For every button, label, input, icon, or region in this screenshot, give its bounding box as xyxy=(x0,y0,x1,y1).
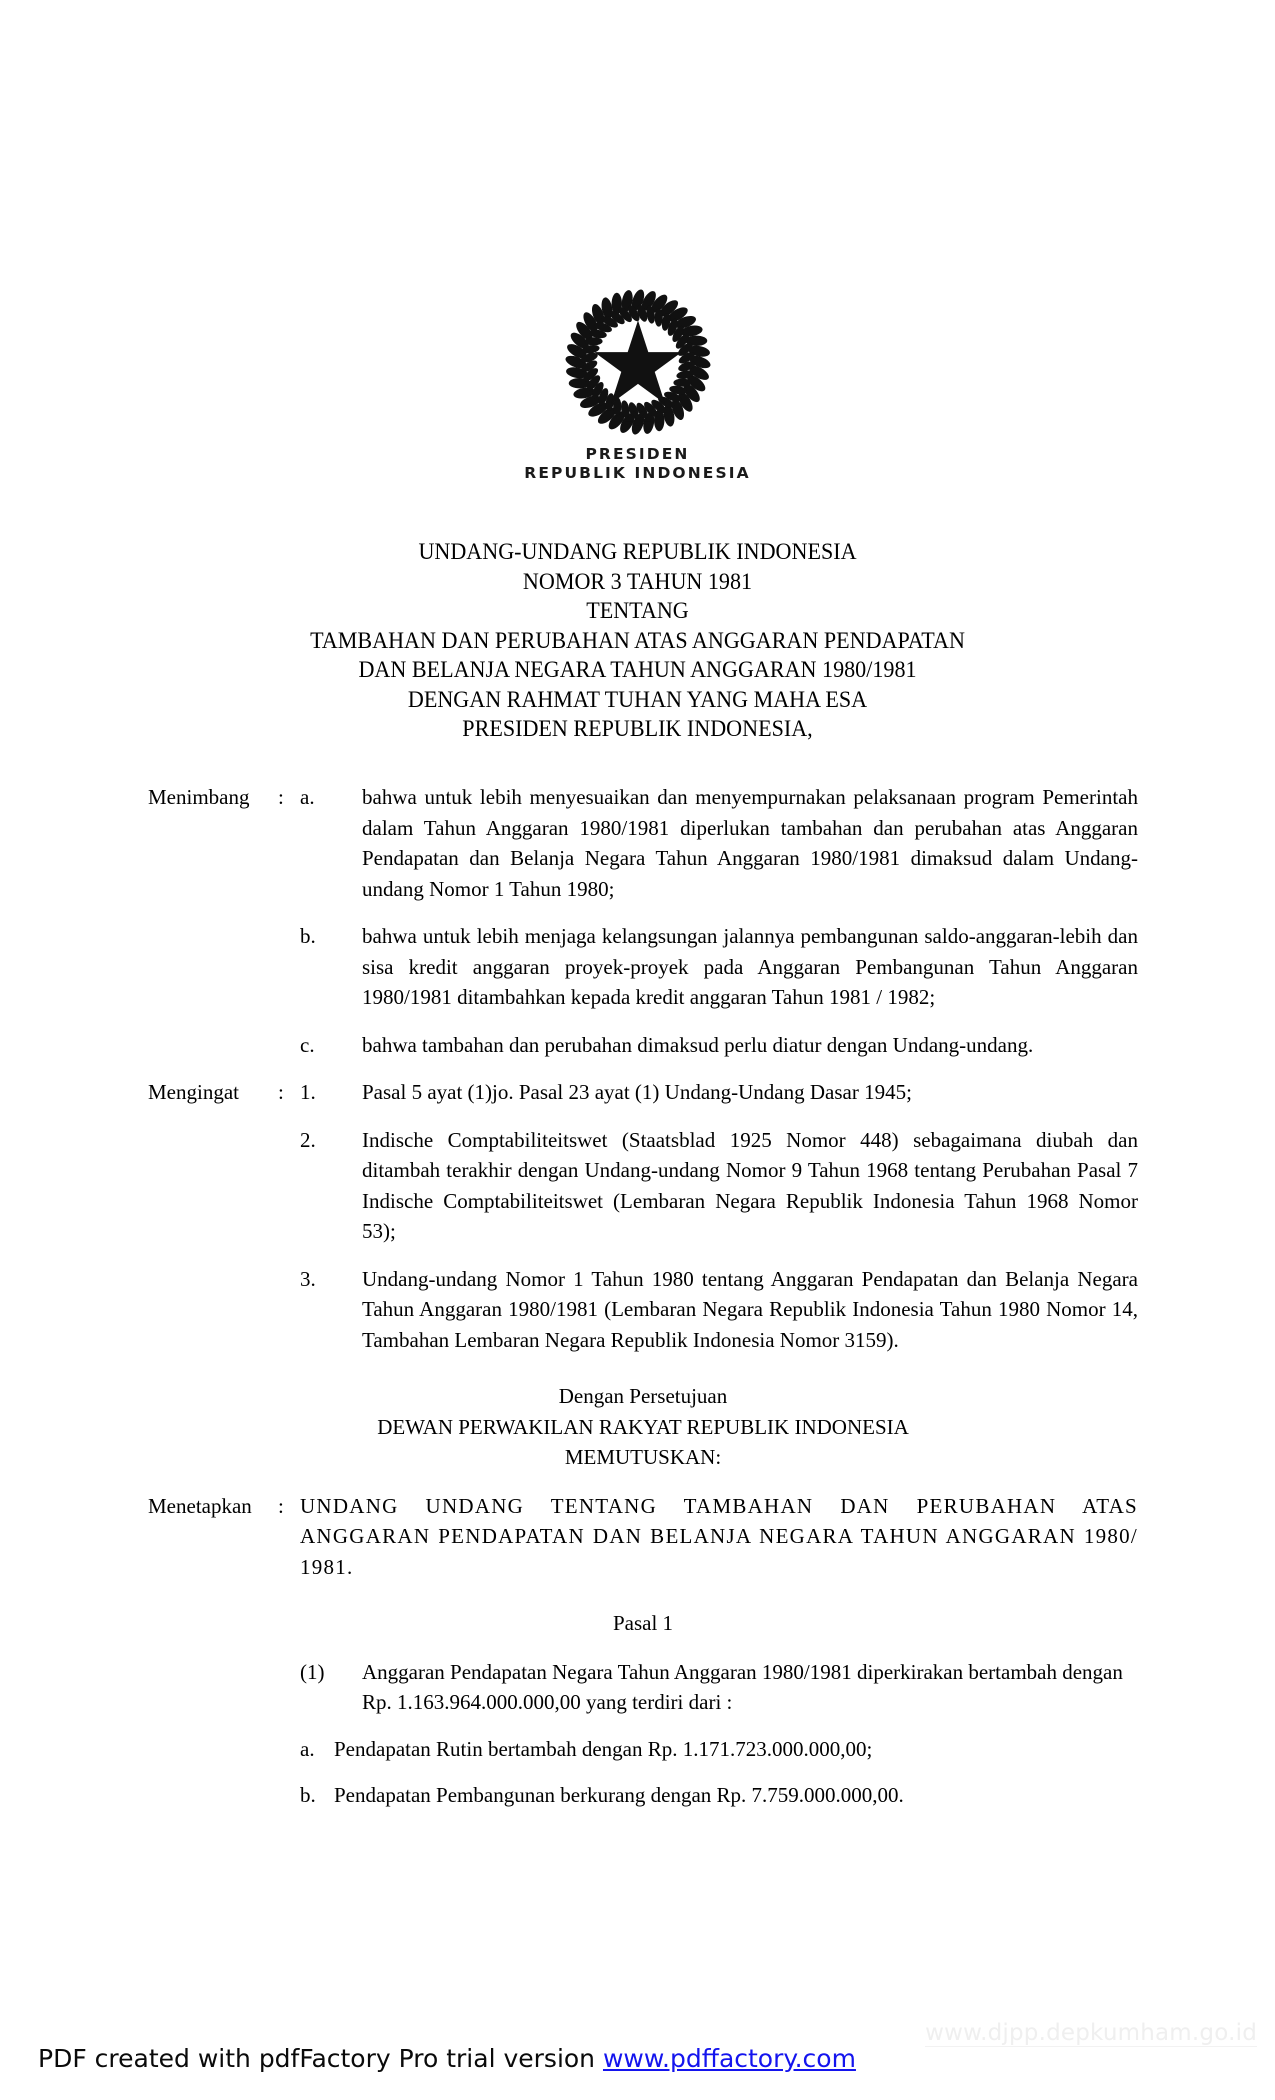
article-colon-spacer xyxy=(278,1657,300,1718)
legal-basis-marker-1: 1. xyxy=(300,1080,316,1104)
pdf-factory-footer-text: PDF created with pdfFactory Pro trial version xyxy=(38,2044,603,2073)
article-sub-item-a xyxy=(300,1734,1138,1765)
approval-line-2: DEWAN PERWAKILAN RAKYAT REPUBLIK INDONESIA xyxy=(377,1414,909,1439)
title-line-2: NOMOR 3 TAHUN 1981 xyxy=(522,568,753,595)
title-line-3: TENTANG xyxy=(586,598,689,624)
considerations-marker-b: b. xyxy=(300,924,316,948)
considerations-label: Menimbang xyxy=(148,785,250,809)
approval-line-1: Dengan Persetujuan xyxy=(558,1384,728,1408)
approval-line-3: MEMUTUSKAN: xyxy=(564,1445,722,1469)
legal-basis-marker-3: 3. xyxy=(300,1266,316,1291)
title-line-5: DAN BELANJA NEGARA TAHUN ANGGARAN 1980/1981 xyxy=(358,657,917,683)
article-sub-marker-a: a. xyxy=(300,1736,315,1761)
title-line-6: DENGAN RAHMAT TUHAN YANG MAHA ESA xyxy=(407,686,868,713)
considerations-item-c xyxy=(148,1030,1138,1061)
considerations-text-b: bahwa untuk lebih menjaga kelangsungan jalannya pembangunan saldo-anggaran-lebih dan sisa kredit anggaran proyek-proyek pada Anggaran Pembangunan Tahun Anggaran 1980/1981 ditambahkan kepada kredit anggaran Tahun 1981 / 1982; xyxy=(362,924,1138,1009)
considerations-text-c: bahwa tambahan dan perubahan dimaksud perlu diatur dengan Undang-undang. xyxy=(362,1032,1034,1057)
considerations-text-a: bahwa untuk lebih menyesuaikan dan menyempurnakan pelaksanaan program Pemerintah dalam Tahun Anggaran 1980/1981 diperlukan tambahan dan perubahan atas Anggaran Pendapatan dan Belanja Negara Tahun Anggaran 1980/1981 dimaksud dalam Undang-undang Nomor 1 Tahun 1980; xyxy=(362,785,1138,901)
enactment-colon: : xyxy=(278,1493,284,1518)
considerations-marker-a: a. xyxy=(300,785,315,809)
legal-basis-colon: : xyxy=(278,1080,284,1104)
emblem-caption xyxy=(0,445,1275,483)
document-title-block xyxy=(38,538,1237,745)
article-sub-marker-b: b. xyxy=(300,1783,316,1807)
article-label-spacer xyxy=(148,1657,278,1718)
title-line-1: UNDANG-UNDANG REPUBLIK INDONESIA xyxy=(418,539,857,565)
pdf-factory-footer xyxy=(38,2044,856,2073)
garuda-star-wreath-icon xyxy=(558,288,718,436)
emblem-caption-line-2: REPUBLIK INDONESIA xyxy=(524,463,751,482)
emblem-image xyxy=(558,288,718,436)
title-line-4: TAMBAHAN DAN PERUBAHAN ATAS ANGGARAN PENDAPATAN xyxy=(310,627,965,654)
enactment-label: Menetapkan xyxy=(148,1493,252,1518)
considerations-item-b xyxy=(148,921,1138,1013)
considerations-item-a xyxy=(148,782,1138,904)
enactment-block xyxy=(148,1491,1138,1583)
presidential-emblem-block xyxy=(0,288,1275,483)
article-sub-text-b: Pendapatan Pembangunan berkurang dengan Rp. 7.759.000.000,00. xyxy=(334,1783,904,1807)
emblem-caption-line-1: PRESIDEN xyxy=(585,445,690,463)
pdf-factory-link[interactable]: www.pdffactory.com xyxy=(602,2044,856,2073)
article-heading: Pasal 1 xyxy=(612,1611,674,1635)
legal-basis-colon-spacer xyxy=(278,1125,300,1247)
considerations-label-spacer xyxy=(148,921,278,1013)
article-sub-text-a: Pendapatan Rutin bertambah dengan Rp. 1.171.723.000.000,00; xyxy=(334,1736,873,1761)
document-body xyxy=(148,782,1138,1827)
legal-basis-text-1: Pasal 5 ayat (1)jo. Pasal 23 ayat (1) Undang-Undang Dasar 1945; xyxy=(362,1080,912,1104)
considerations-label-spacer-2 xyxy=(148,1030,278,1061)
considerations-marker-c: c. xyxy=(300,1032,315,1057)
legal-basis-text-2: Indische Comptabiliteitswet (Staatsblad 1925 Nomor 448) sebagaimana diubah dan ditambah terakhir dengan Undang-undang Nomor 9 Tahun 1968 tentang Perubahan Pasal 7 Indische Comptabiliteitswet (Lembaran Negara Republik Indonesia Tahun 1968 Nomor 53); xyxy=(362,1127,1138,1243)
legal-basis-label-spacer xyxy=(148,1125,278,1247)
site-watermark-text: www.djpp.depkumham.go.id xyxy=(925,2020,1257,2046)
legal-basis-marker-2: 2. xyxy=(300,1127,316,1152)
considerations-colon-spacer-2 xyxy=(278,1030,300,1061)
legal-basis-colon-spacer-2 xyxy=(278,1264,300,1356)
article-clause-marker: (1) xyxy=(300,1659,325,1684)
article-clause-text: Anggaran Pendapatan Negara Tahun Anggaran 1980/1981 diperkirakan bertambah dengan Rp. 1.163.964.000.000,00 yang terdiri dari : xyxy=(362,1659,1123,1714)
legal-basis-label-spacer-2 xyxy=(148,1264,278,1356)
approval-block xyxy=(148,1381,1138,1473)
article-sub-items xyxy=(300,1734,1138,1811)
legal-basis-label: Mengingat xyxy=(148,1080,239,1104)
legal-basis-item-3 xyxy=(148,1264,1138,1356)
considerations-colon: : xyxy=(278,785,284,809)
article-sub-item-b xyxy=(300,1780,1138,1811)
article-clause-1 xyxy=(148,1657,1138,1718)
considerations-colon-spacer xyxy=(278,921,300,1013)
site-watermark xyxy=(925,2020,1257,2047)
enactment-text: UNDANG UNDANG TENTANG TAMBAHAN DAN PERUBAHAN ATAS ANGGARAN PENDAPATAN DAN BELANJA NEGARA TAHUN ANGGARAN 1980/ 1981. xyxy=(300,1493,1138,1579)
legal-basis-item-1 xyxy=(148,1077,1138,1108)
title-line-7: PRESIDEN REPUBLIK INDONESIA, xyxy=(462,716,813,742)
legal-basis-item-2 xyxy=(148,1125,1138,1247)
legal-basis-text-3: Undang-undang Nomor 1 Tahun 1980 tentang Anggaran Pendapatan dan Belanja Negara Tahun Anggaran 1980/1981 (Lembaran Negara Republik Indonesia Tahun 1980 Nomor 14, Tambahan Lembaran Negara Republik Indonesia Nomor 3159). xyxy=(362,1266,1138,1352)
